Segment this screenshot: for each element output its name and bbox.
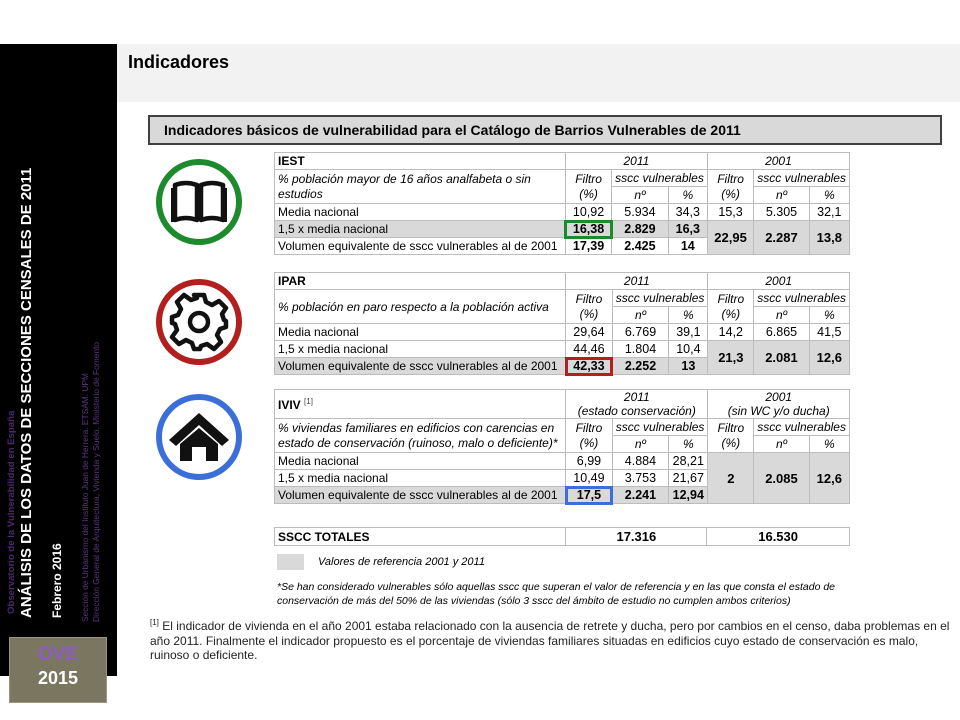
ipar-pct-2001: % xyxy=(809,307,849,324)
table-row xyxy=(275,221,850,238)
iviv-sub-2001: (sin WC y/o ducha) xyxy=(727,404,830,418)
ove-badge xyxy=(9,637,107,703)
cell-pct-2011: 12,94 xyxy=(669,487,708,504)
cell-num-2001: 2.287 xyxy=(754,221,809,255)
iviv-name-cell xyxy=(275,390,566,419)
iest-sscc-2001: sscc vulnerables xyxy=(754,170,850,187)
row-label: Media nacional xyxy=(275,204,566,221)
table-row xyxy=(275,453,850,470)
cell-pct-2011: 13 xyxy=(669,358,708,375)
cell-filtro-2001: 14,2 xyxy=(708,324,754,341)
cell-num-2001: 6.865 xyxy=(754,324,809,341)
ove-badge-year: 2015 xyxy=(37,668,79,688)
cell-filtro-2001: 22,95 xyxy=(707,221,753,255)
iviv-sub-2011: (estado conservación) xyxy=(577,404,696,418)
cell-num-2001: 2.085 xyxy=(754,453,809,504)
sidebar-date: Febrero 2016 xyxy=(50,543,64,618)
ipar-year-2001: 2001 xyxy=(708,273,850,290)
table-row xyxy=(275,324,850,341)
iest-pct-2011: % xyxy=(668,187,707,204)
ipar-pct-2011: % xyxy=(669,307,708,324)
row-label: Media nacional xyxy=(275,324,566,341)
cell-filtro-2011: 44,46 xyxy=(566,341,613,358)
iviv-table xyxy=(274,389,850,504)
sidebar xyxy=(0,44,117,688)
sidebar-seccion: Sección de Urbanismo del Instituto Juan de Herrera. ETSAM. UPM xyxy=(80,372,90,622)
iest-sscc-2011: sscc vulnerables xyxy=(612,170,708,187)
iviv-num-2011: nº xyxy=(612,436,668,453)
iviv-pct-2001: % xyxy=(809,436,849,453)
ipar-year-2011: 2011 xyxy=(566,273,708,290)
sidebar-observatorio: Observatorio de la Vulnerabilidad en España xyxy=(6,410,17,614)
totales-2011: 17.316 xyxy=(566,528,707,546)
iest-num-2001: nº xyxy=(754,187,809,204)
cell-pct-2011: 21,67 xyxy=(669,470,708,487)
ipar-num-2001: nº xyxy=(754,307,809,324)
cell-pct-2001: 32,1 xyxy=(809,204,849,221)
cell-num-2011: 2.829 xyxy=(612,221,669,238)
iest-pct-2001: % xyxy=(809,187,849,204)
row-label: Media nacional xyxy=(275,453,566,470)
cell-filtro-2011: 6,99 xyxy=(566,453,613,470)
house-icon xyxy=(155,393,243,481)
iviv-num-2001: nº xyxy=(754,436,809,453)
iviv-year-2001: 2001 xyxy=(765,390,793,404)
sidebar-direccion: Dirección General de Arquitectura, Vivienda y Suelo. Ministerio de Fomento xyxy=(91,341,101,622)
cell-filtro-2011: 42,33 xyxy=(566,358,613,375)
cell-pct-2011: 34,3 xyxy=(668,204,707,221)
cell-filtro-2011: 16,38 xyxy=(565,221,611,238)
cell-pct-2001: 41,5 xyxy=(809,324,849,341)
ipar-num-2011: nº xyxy=(612,307,669,324)
footnote-text: El indicador de vivienda en el año 2001 estaba relacionado con la ausencia de retrete y ducha, pero por cambios en el censo, daba problemas en el año 2011. Finalmente el indicador propuesto es el porcentaje de viviendas familiares situadas en edificios cuyo estado de conservación es malo, ruinoso o deficiente. xyxy=(150,619,950,662)
iviv-filtro-2011: Filtro (%) xyxy=(566,419,613,453)
cell-num-2001: 5.305 xyxy=(754,204,809,221)
totales-table xyxy=(274,527,850,546)
cell-num-2011: 2.252 xyxy=(612,358,669,375)
cell-filtro-2011: 17,5 xyxy=(566,487,613,504)
cell-num-2011: 5.934 xyxy=(612,204,669,221)
totales-label: SSCC TOTALES xyxy=(275,528,566,546)
row-label: Volumen equivalente de sscc vulnerables al de 2001 xyxy=(275,358,566,375)
iest-table xyxy=(274,152,850,255)
cell-num-2011: 3.753 xyxy=(612,470,668,487)
iest-num-2011: nº xyxy=(612,187,669,204)
iviv-footnote-ref: [1] xyxy=(304,396,313,406)
sidebar-analisis-title: ANÁLISIS DE LOS DATOS DE SECCIONES CENSALES DE 2011 xyxy=(18,167,35,618)
iviv-description: % viviendas familiares en edificios con carencias en estado de conservación (ruinoso, malo o deficiente)* xyxy=(275,419,566,453)
iest-description: % población mayor de 16 años analfabeta o sin estudios xyxy=(275,170,566,204)
table-row xyxy=(275,204,850,221)
iviv-pct-2011: % xyxy=(669,436,708,453)
ipar-filtro-2001: Filtro (%) xyxy=(708,290,754,324)
cell-pct-2001: 13,8 xyxy=(809,221,849,255)
iviv-sscc-2001: sscc vulnerables xyxy=(754,419,850,436)
table-row xyxy=(275,341,850,358)
iviv-year-2001-cell xyxy=(708,390,850,419)
ipar-filtro-2011: Filtro (%) xyxy=(566,290,613,324)
iviv-year-2011-cell xyxy=(566,390,708,419)
row-label: 1,5 x media nacional xyxy=(275,470,566,487)
iviv-filtro-2001: Filtro (%) xyxy=(708,419,754,453)
cell-filtro-2001: 2 xyxy=(708,453,754,504)
iviv-name: IVIV xyxy=(278,397,301,412)
book-icon xyxy=(155,158,243,246)
cell-pct-2011: 16,3 xyxy=(668,221,707,238)
cell-num-2011: 4.884 xyxy=(612,453,668,470)
totales-2001: 16.530 xyxy=(707,528,850,546)
page-title: Indicadores xyxy=(128,52,230,72)
cell-num-2011: 2.241 xyxy=(612,487,668,504)
cell-filtro-2011: 17,39 xyxy=(565,238,611,255)
row-label: Volumen equivalente de sscc vulnerables al de 2001 xyxy=(275,487,566,504)
ipar-table xyxy=(274,272,850,375)
iviv-sscc-2011: sscc vulnerables xyxy=(612,419,708,436)
cell-num-2011: 2.425 xyxy=(612,238,669,255)
header-bar xyxy=(117,44,960,102)
row-label: 1,5 x media nacional xyxy=(275,221,566,238)
cell-pct-2011: 28,21 xyxy=(669,453,708,470)
legend-text: Valores de referencia 2001 y 2011 xyxy=(318,556,485,568)
cell-num-2011: 6.769 xyxy=(612,324,669,341)
iest-year-2001: 2001 xyxy=(707,153,849,170)
gear-icon xyxy=(155,278,243,366)
table-row xyxy=(275,528,850,546)
ipar-sscc-2001: sscc vulnerables xyxy=(754,290,850,307)
subtitle: Indicadores básicos de vulnerabilidad para el Catálogo de Barrios Vulnerables de 2011 xyxy=(164,122,741,138)
ipar-sscc-2011: sscc vulnerables xyxy=(612,290,708,307)
footnote xyxy=(150,616,950,663)
note-text: *Se han considerado vulnerables sólo aquellas sscc que superan el valor de referencia y en las que consta el estado de conservación de más del 50% de las viviendas (sólo 3 sscc del ámbito de estudio no cumplen ambos criterios) xyxy=(277,581,836,607)
subtitle-box xyxy=(148,115,942,145)
iest-name: IEST xyxy=(275,153,566,170)
iest-filtro-2001: Filtro (%) xyxy=(707,170,753,204)
cell-pct-2011: 39,1 xyxy=(669,324,708,341)
cell-filtro-2011: 10,92 xyxy=(565,204,611,221)
footnote-ref: [1] xyxy=(150,618,159,627)
row-label: Volumen equivalente de sscc vulnerables al de 2001 xyxy=(275,238,566,255)
ove-badge-label: OVE xyxy=(37,644,79,665)
cell-filtro-2011: 10,49 xyxy=(566,470,613,487)
ipar-name: IPAR xyxy=(275,273,566,290)
iest-filtro-2011: Filtro (%) xyxy=(565,170,611,204)
cell-filtro-2001: 15,3 xyxy=(707,204,753,221)
cell-pct-2011: 14 xyxy=(668,238,707,255)
iviv-year-2011: 2011 xyxy=(623,390,650,404)
cell-num-2001: 2.081 xyxy=(754,341,809,375)
ipar-description: % población en paro respecto a la población activa xyxy=(275,290,566,324)
cell-pct-2001: 12,6 xyxy=(809,341,849,375)
cell-filtro-2011: 29,64 xyxy=(566,324,613,341)
cell-pct-2001: 12,6 xyxy=(809,453,849,504)
cell-filtro-2001: 21,3 xyxy=(708,341,754,375)
legend-swatch xyxy=(277,554,304,570)
cell-pct-2011: 10,4 xyxy=(669,341,708,358)
cell-num-2011: 1.804 xyxy=(612,341,669,358)
row-label: 1,5 x media nacional xyxy=(275,341,566,358)
iest-year-2011: 2011 xyxy=(565,153,707,170)
